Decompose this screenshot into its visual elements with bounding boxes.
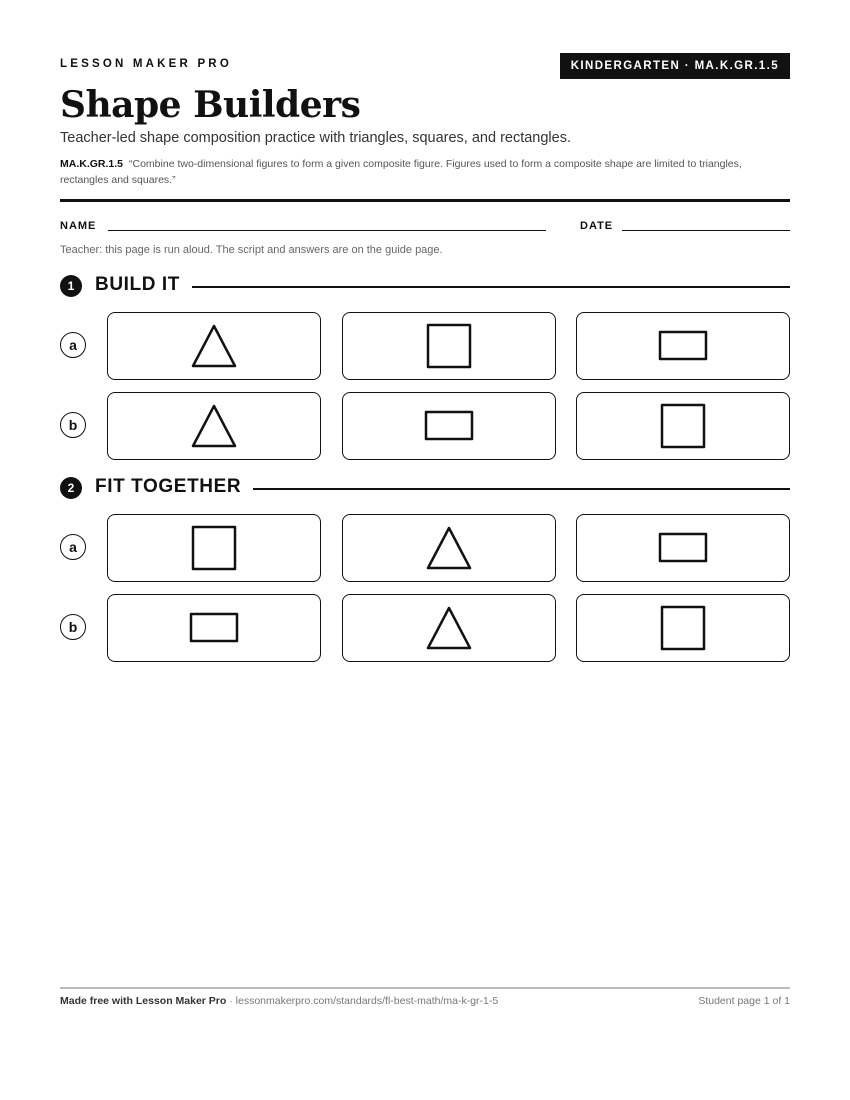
rectangle-shape <box>658 532 708 564</box>
shape-card <box>576 312 790 380</box>
row-label: a <box>60 534 86 560</box>
rectangle-shape <box>424 410 474 442</box>
section-rule <box>192 286 790 288</box>
teacher-note: Teacher: this page is run aloud. The script and answers are on the guide page. <box>60 244 443 256</box>
page-title: Shape Builders <box>60 84 361 126</box>
shape-card <box>342 392 556 460</box>
worksheet-page <box>60 0 790 1100</box>
shape-card <box>576 514 790 582</box>
shape-card <box>342 594 556 662</box>
square-shape <box>426 323 472 369</box>
standard-code: MA.K.GR.1.5 <box>60 158 124 170</box>
standard-description <box>60 156 775 188</box>
row-label: a <box>60 332 86 358</box>
square-shape <box>660 605 706 651</box>
footer-credit <box>60 995 498 1007</box>
grade-standard-badge: KINDERGARTEN · MA.K.GR.1.5 <box>560 53 790 79</box>
triangle-shape <box>190 323 238 369</box>
triangle-shape <box>425 525 473 571</box>
shape-card <box>107 594 321 662</box>
brand-name: LESSON MAKER PRO <box>60 58 232 70</box>
section-rule <box>253 488 790 490</box>
footer-page-number: Student page 1 of 1 <box>698 995 790 1007</box>
date-field[interactable] <box>622 230 790 231</box>
section-header <box>60 275 790 297</box>
exercise-row <box>60 514 790 582</box>
shape-card <box>342 312 556 380</box>
shape-card <box>107 312 321 380</box>
shape-card <box>107 392 321 460</box>
section-number: 1 <box>60 275 82 297</box>
exercise-row <box>60 312 790 380</box>
date-label: DATE <box>580 220 614 232</box>
square-shape <box>660 403 706 449</box>
footer-url[interactable]: · lessonmakerpro.com/standards/fl-best-math/ma-k-gr-1-5 <box>226 995 499 1007</box>
name-field[interactable] <box>108 230 546 231</box>
shape-card <box>576 594 790 662</box>
page-subtitle: Teacher-led shape composition practice with triangles, squares, and rectangles. <box>60 130 571 146</box>
rectangle-shape <box>658 330 708 362</box>
rectangle-shape <box>189 612 239 644</box>
square-shape <box>191 525 237 571</box>
section-title: FIT TOGETHER <box>95 476 253 498</box>
standard-text: “Combine two-dimensional figures to form a given composite figure. Figures used to form a composite shape are limited to triangles, rectangles and squares.” <box>60 158 742 186</box>
row-label: b <box>60 412 86 438</box>
section-title: BUILD IT <box>95 274 192 296</box>
shape-card <box>576 392 790 460</box>
header-divider <box>60 199 790 202</box>
section-number: 2 <box>60 477 82 499</box>
exercise-row <box>60 392 790 460</box>
triangle-shape <box>190 403 238 449</box>
footer-brand: Made free with Lesson Maker Pro <box>60 995 227 1007</box>
footer-divider <box>60 987 790 989</box>
triangle-shape <box>425 605 473 651</box>
section-header <box>60 477 790 499</box>
shape-card <box>107 514 321 582</box>
name-label: NAME <box>60 220 97 232</box>
shape-card <box>342 514 556 582</box>
row-label: b <box>60 614 86 640</box>
exercise-row <box>60 594 790 662</box>
